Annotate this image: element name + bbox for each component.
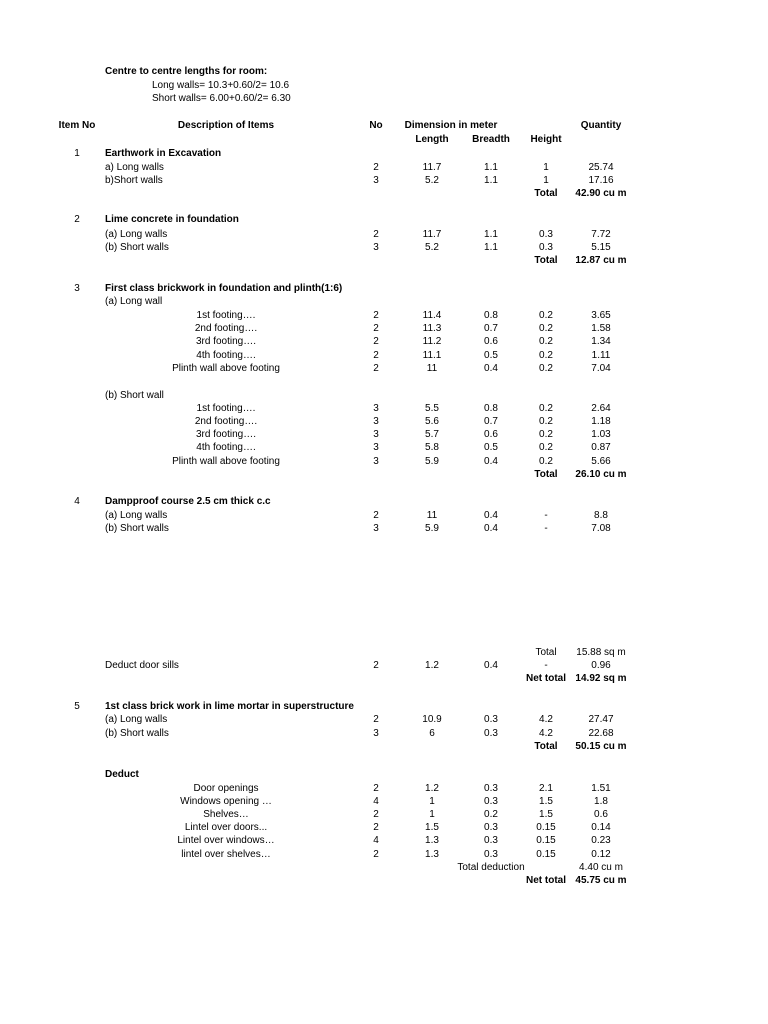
net-total-label: Net total: [526, 875, 566, 886]
row-description: b)Short walls: [105, 175, 163, 186]
row-height: 4.2: [539, 728, 553, 739]
row-length: 1: [429, 796, 435, 807]
row-no: 2: [373, 162, 379, 173]
total-value: 15.88 sq m: [576, 647, 626, 658]
row-description: lintel over shelves…: [181, 849, 271, 860]
row-no: 2: [373, 229, 379, 240]
row-no: 2: [373, 809, 379, 820]
row-quantity: 1.11: [591, 350, 611, 361]
row-breadth: 0.3: [484, 783, 498, 794]
row-breadth: 0.3: [484, 849, 498, 860]
col-item-no: Item No: [58, 120, 96, 131]
row-breadth: 0.7: [484, 323, 498, 334]
row-no: 3: [373, 523, 379, 534]
row-length: 5.5: [425, 403, 439, 414]
row-quantity: 7.08: [591, 523, 611, 534]
row-description: Lintel over windows…: [177, 835, 275, 846]
row-quantity: 0.23: [591, 835, 611, 846]
row-height: 0.2: [539, 310, 553, 321]
row-breadth: 0.8: [484, 403, 498, 414]
row-quantity: 1.58: [591, 323, 611, 334]
row-breadth: 0.4: [484, 363, 498, 374]
row-length: 6: [429, 728, 435, 739]
row-breadth: 0.4: [484, 456, 498, 467]
row-no: 2: [373, 363, 379, 374]
row-length: 10.9: [422, 714, 442, 725]
col-description: Description of Items: [177, 120, 275, 131]
long-walls-centre-length: Long walls= 10.3+0.60/2= 10.6: [152, 80, 290, 91]
row-quantity: 0.14: [591, 822, 611, 833]
row-description: 4th footing….: [196, 442, 256, 453]
item-title: Lime concrete in foundation: [105, 214, 239, 225]
item-number: 4: [74, 496, 80, 507]
col-quantity: Quantity: [580, 120, 622, 131]
row-description: 1st footing….: [196, 403, 256, 414]
row-no: 3: [373, 456, 379, 467]
row-height: 1: [543, 175, 549, 186]
row-no: 2: [373, 849, 379, 860]
row-no: 2: [373, 323, 379, 334]
sub-heading-short-wall: (b) Short wall: [105, 390, 164, 401]
row-height: 0.15: [536, 822, 556, 833]
row-breadth: 1.1: [484, 242, 498, 253]
row-no: 2: [373, 350, 379, 361]
row-height: 4.2: [539, 714, 553, 725]
row-height: -: [544, 660, 548, 671]
row-breadth: 0.7: [484, 416, 498, 427]
row-description: (b) Short walls: [105, 523, 169, 534]
row-quantity: 17.16: [588, 175, 614, 186]
row-height: 1.5: [539, 809, 553, 820]
row-quantity: 1.34: [591, 336, 611, 347]
row-no: 2: [373, 714, 379, 725]
row-description: Windows opening …: [180, 796, 272, 807]
row-quantity: 2.64: [591, 403, 611, 414]
row-height: 0.2: [539, 403, 553, 414]
row-breadth: 0.4: [484, 510, 498, 521]
item-title: First class brickwork in foundation and plinth(1:6): [105, 283, 343, 294]
row-length: 1.3: [425, 849, 439, 860]
row-quantity: 7.72: [591, 229, 611, 240]
row-description: Lintel over doors...: [184, 822, 268, 833]
row-length: 1: [429, 809, 435, 820]
row-description: Door openings: [193, 783, 259, 794]
row-length: 1.3: [425, 835, 439, 846]
row-description: 3rd footing….: [195, 336, 257, 347]
row-quantity: 1.8: [594, 796, 608, 807]
row-quantity: 22.68: [588, 728, 614, 739]
row-length: 1.2: [425, 783, 439, 794]
row-length: 5.6: [425, 416, 439, 427]
row-breadth: 0.4: [484, 523, 498, 534]
row-height: 0.2: [539, 456, 553, 467]
short-walls-centre-length: Short walls= 6.00+0.60/2= 6.30: [152, 93, 291, 104]
row-description: 2nd footing….: [194, 323, 258, 334]
row-quantity: 0.96: [591, 660, 611, 671]
row-breadth: 0.3: [484, 822, 498, 833]
row-quantity: 7.04: [591, 363, 611, 374]
row-description: 4th footing….: [196, 350, 256, 361]
total-value: 42.90 cu m: [575, 188, 627, 199]
deduct-description: Deduct door sills: [105, 660, 179, 671]
row-breadth: 0.5: [484, 442, 498, 453]
row-description: (b) Short walls: [105, 728, 169, 739]
row-length: 11: [426, 363, 438, 374]
row-no: 2: [373, 336, 379, 347]
row-breadth: 0.3: [484, 796, 498, 807]
total-value: 50.15 cu m: [575, 741, 627, 752]
row-breadth: 1.1: [484, 162, 498, 173]
row-length: 5.8: [425, 442, 439, 453]
row-quantity: 0.12: [591, 849, 611, 860]
item-title: Dampproof course 2.5 cm thick c.c: [105, 496, 271, 507]
row-quantity: 8.8: [594, 510, 608, 521]
row-description: a) Long walls: [105, 162, 164, 173]
row-quantity: 27.47: [588, 714, 614, 725]
total-deduction-value: 4.40 cu m: [579, 862, 623, 873]
deduct-heading: Deduct: [105, 769, 139, 780]
row-breadth: 0.3: [484, 835, 498, 846]
row-description: 2nd footing….: [194, 416, 258, 427]
net-total-value: 14.92 sq m: [575, 673, 627, 684]
page-title: Centre to centre lengths for room:: [105, 66, 268, 77]
row-no: 3: [373, 442, 379, 453]
row-quantity: 0.87: [591, 442, 611, 453]
total-label: Total: [534, 741, 558, 752]
row-length: 11.2: [422, 336, 442, 347]
item-number: 3: [74, 283, 80, 294]
row-height: 1: [543, 162, 549, 173]
row-height: 0.2: [539, 363, 553, 374]
row-length: 5.2: [425, 175, 439, 186]
total-label: Total: [534, 188, 558, 199]
row-no: 3: [373, 242, 379, 253]
row-breadth: 0.4: [484, 660, 498, 671]
col-length: Length: [415, 134, 449, 145]
row-no: 2: [373, 660, 379, 671]
row-quantity: 0.6: [594, 809, 608, 820]
row-no: 2: [373, 822, 379, 833]
row-description: Plinth wall above footing: [172, 363, 280, 374]
row-breadth: 0.3: [484, 728, 498, 739]
row-quantity: 5.15: [591, 242, 611, 253]
row-height: -: [544, 510, 548, 521]
row-breadth: 1.1: [484, 175, 498, 186]
row-quantity: 1.18: [591, 416, 611, 427]
row-height: -: [544, 523, 548, 534]
row-breadth: 0.6: [484, 336, 498, 347]
row-breadth: 1.1: [484, 229, 498, 240]
total-label: Total: [535, 647, 557, 658]
row-length: 5.9: [425, 523, 439, 534]
row-description: (a) Long walls: [105, 714, 168, 725]
row-height: 0.3: [539, 229, 553, 240]
row-quantity: 5.66: [591, 456, 611, 467]
row-quantity: 3.65: [591, 310, 611, 321]
row-no: 3: [373, 429, 379, 440]
item-title: 1st class brick work in lime mortar in superstructure: [105, 701, 354, 712]
row-description: Shelves…: [203, 809, 249, 820]
item-number: 2: [74, 214, 80, 225]
row-no: 3: [373, 728, 379, 739]
row-no: 2: [373, 783, 379, 794]
row-breadth: 0.3: [484, 714, 498, 725]
col-dimension: Dimension in meter: [404, 120, 498, 131]
row-breadth: 0.8: [484, 310, 498, 321]
row-description: Plinth wall above footing: [172, 456, 280, 467]
total-deduction-label: Total deduction: [457, 862, 525, 873]
item-number: 5: [74, 701, 80, 712]
col-height: Height: [530, 134, 562, 145]
row-description: 1st footing….: [196, 310, 256, 321]
row-length: 11.1: [422, 350, 442, 361]
row-quantity: 25.74: [588, 162, 614, 173]
col-breadth: Breadth: [472, 134, 510, 145]
row-height: 0.2: [539, 429, 553, 440]
total-value: 26.10 cu m: [575, 469, 627, 480]
row-height: 1.5: [539, 796, 553, 807]
row-height: 0.2: [539, 336, 553, 347]
row-height: 2.1: [539, 783, 553, 794]
row-no: 2: [373, 310, 379, 321]
row-no: 4: [373, 835, 379, 846]
col-no: No: [369, 120, 383, 131]
row-length: 5.9: [425, 456, 439, 467]
row-length: 11.4: [422, 310, 442, 321]
row-height: 0.2: [539, 323, 553, 334]
row-length: 11.7: [422, 229, 442, 240]
row-description: (a) Long walls: [105, 510, 168, 521]
row-quantity: 1.03: [591, 429, 611, 440]
row-description: (a) Long walls: [105, 229, 168, 240]
row-length: 1.5: [425, 822, 439, 833]
row-height: 0.3: [539, 242, 553, 253]
item-number: 1: [74, 148, 80, 159]
row-no: 2: [373, 510, 379, 521]
row-no: 3: [373, 175, 379, 186]
net-total-value: 45.75 cu m: [575, 875, 627, 886]
row-length: 11.3: [422, 323, 442, 334]
row-length: 11: [426, 510, 438, 521]
row-no: 3: [373, 416, 379, 427]
total-value: 12.87 cu m: [575, 255, 627, 266]
row-height: 0.2: [539, 416, 553, 427]
row-height: 0.15: [536, 835, 556, 846]
row-height: 0.2: [539, 350, 553, 361]
net-total-label: Net total: [526, 673, 566, 684]
row-quantity: 1.51: [591, 783, 611, 794]
sub-heading-long-wall: (a) Long wall: [105, 296, 163, 307]
total-label: Total: [534, 255, 558, 266]
row-breadth: 0.6: [484, 429, 498, 440]
row-description: 3rd footing….: [195, 429, 257, 440]
row-length: 5.2: [425, 242, 439, 253]
row-length: 1.2: [425, 660, 439, 671]
row-no: 4: [373, 796, 379, 807]
total-label: Total: [534, 469, 558, 480]
item-title: Earthwork in Excavation: [105, 148, 222, 159]
row-height: 0.2: [539, 442, 553, 453]
row-length: 11.7: [422, 162, 442, 173]
row-no: 3: [373, 403, 379, 414]
row-description: (b) Short walls: [105, 242, 169, 253]
row-breadth: 0.2: [484, 809, 498, 820]
row-breadth: 0.5: [484, 350, 498, 361]
row-height: 0.15: [536, 849, 556, 860]
row-length: 5.7: [425, 429, 439, 440]
